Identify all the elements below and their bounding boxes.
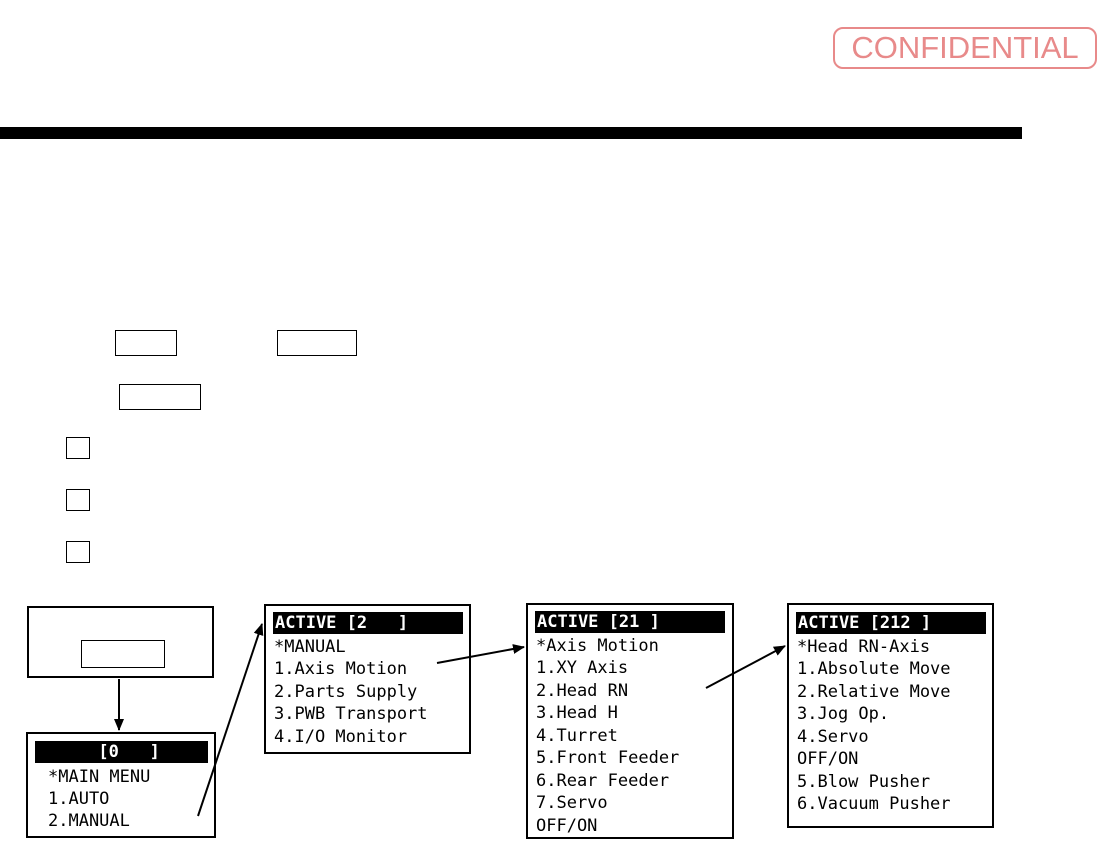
list-item: *MAIN MENU <box>48 767 151 787</box>
confidential-stamp: CONFIDENTIAL <box>833 27 1097 69</box>
list-item: 2.Relative Move <box>797 682 951 702</box>
list-item: 7.Servo <box>536 793 608 813</box>
list-item: 5.Blow Pusher <box>797 772 931 792</box>
list-item: 1.AUTO <box>48 789 110 809</box>
list-item: 3.Jog Op. <box>797 704 890 724</box>
list-item: 4.Servo <box>797 727 869 747</box>
main-menu-header: [0 ] <box>35 741 208 763</box>
list-item: OFF/ON <box>797 749 859 769</box>
list-item: 5.Front Feeder <box>536 748 680 768</box>
list-item: 2.MANUAL <box>48 811 130 831</box>
list-item: 1.Axis Motion <box>274 659 408 679</box>
arrow-main-to-manual <box>198 624 262 816</box>
list-item: 3.PWB Transport <box>274 704 428 724</box>
list-item: OFF/ON <box>536 816 598 836</box>
list-item: *MANUAL <box>274 637 346 657</box>
list-item: 6.Vacuum Pusher <box>797 794 951 814</box>
arrow-axis-to-headrn <box>706 646 785 688</box>
list-item: 6.Rear Feeder <box>536 771 670 791</box>
list-item: 1.XY Axis <box>536 658 629 678</box>
list-item: 3.Head H <box>536 703 618 723</box>
list-item: 1.Absolute Move <box>797 659 951 679</box>
manual-menu-header: ACTIVE [2 ] <box>273 612 463 634</box>
head-rn-menu-header: ACTIVE [212 ] <box>796 612 986 634</box>
list-item: 2.Parts Supply <box>274 682 418 702</box>
list-item: *Axis Motion <box>536 636 659 656</box>
list-item: *Head RN-Axis <box>797 637 931 657</box>
list-item: 2.Head RN <box>536 681 629 701</box>
list-item: 4.I/O Monitor <box>274 727 408 747</box>
list-item: 4.Turret <box>536 726 618 746</box>
axis-motion-menu-header: ACTIVE [21 ] <box>535 611 725 633</box>
arrow-manual-to-axis <box>437 647 524 663</box>
